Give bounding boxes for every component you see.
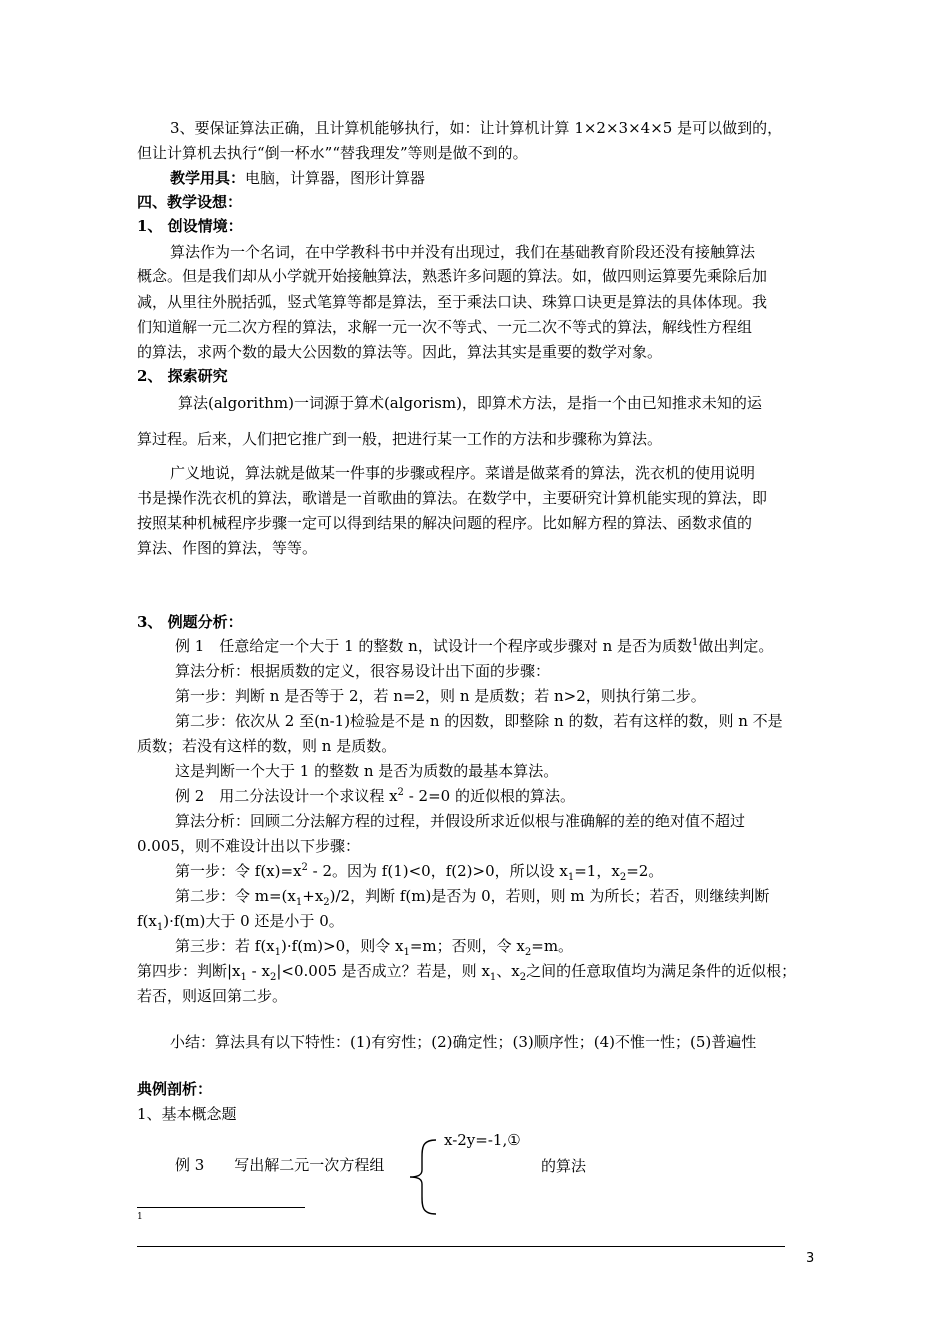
tools-label: 教学用具： bbox=[170, 169, 246, 187]
example-text: 之间的任意取值均为满足条件的近似根； bbox=[526, 962, 797, 980]
example-text: +x bbox=[302, 887, 324, 905]
example-line bbox=[175, 861, 663, 881]
superscript: 2 bbox=[301, 862, 308, 873]
para-line: 算法(algorithm)一词源于算术(algorism)，即算术方法，是指一个由已知推求未知的运 bbox=[178, 394, 762, 412]
example-text: )/2，判断 f(m)是否为 0，若则，则 m 为所长；若否，则继续判断 bbox=[329, 887, 770, 905]
example-line bbox=[175, 886, 769, 906]
subscript: 2 bbox=[524, 947, 532, 958]
para-line: 广义地说，算法就是做某一件事的步骤或程序。菜谱是做菜肴的算法，洗衣机的使用说明 bbox=[170, 464, 756, 482]
subscript: 2 bbox=[269, 972, 277, 983]
example-text: =2。 bbox=[626, 862, 664, 880]
example-text: =1，x bbox=[574, 862, 620, 880]
footnote-marker: 1 bbox=[137, 1212, 143, 1222]
subscript: 1 bbox=[274, 947, 282, 958]
subsection-heading: 1、基本概念题 bbox=[137, 1105, 237, 1123]
subsection-heading: 3、 例题分析： bbox=[137, 613, 243, 631]
example-line bbox=[175, 786, 575, 806]
subscript: 2 bbox=[323, 897, 330, 908]
para-line: 算过程。后来，人们把它推广到一般，把进行某一工作的方法和步骤称为算法。 bbox=[137, 430, 663, 448]
tools-line bbox=[170, 168, 425, 188]
subscript: 1 bbox=[240, 972, 247, 983]
example-text: 、x bbox=[496, 962, 520, 980]
para-line: 的算法，求两个数的最大公因数的算法等。因此，算法其实是重要的数学对象。 bbox=[137, 343, 663, 361]
para-line: 概念。但是我们却从小学就开始接触算法，熟悉许多问题的算法。如，做四则运算要先乘除后加 bbox=[137, 267, 768, 285]
example-text: 做出判定。 bbox=[698, 637, 774, 655]
subsection-heading: 2、 探索研究 bbox=[137, 367, 228, 385]
para-line: 算法、作图的算法，等等。 bbox=[137, 539, 318, 557]
para-line: 书是操作洗衣机的算法，歌谱是一首歌曲的算法。在数学中，主要研究计算机能实现的算法，即 bbox=[137, 489, 768, 507]
section-heading: 四、教学设想： bbox=[137, 193, 243, 211]
example-line: 这是判断一个大于 1 的整数 n 是否为质数的最基本算法。 bbox=[175, 762, 559, 780]
example-text: =m。 bbox=[531, 937, 574, 955]
example-text: |<0.005 是否成立？若是，则 x bbox=[276, 962, 490, 980]
para-line: 们知道解一元二次方程的算法，求解一元一次不等式、一元二次不等式的算法，解线性方程组 bbox=[137, 318, 753, 336]
subscript: 1 bbox=[567, 872, 575, 883]
subscript: 1 bbox=[489, 972, 497, 983]
para-line: 但让计算机去执行“倒一杯水”“替我理发”等则是做不到的。 bbox=[137, 144, 528, 162]
tools-text: 电脑，计算器，图形计算器 bbox=[245, 169, 426, 187]
example-line bbox=[175, 636, 773, 656]
example-line bbox=[137, 961, 796, 981]
example-text: - 2=0 的近似根的算法。 bbox=[403, 787, 575, 805]
summary-line: 小结：算法具有以下特性：(1)有穷性；(2)确定性；(3)顺序性；(4)不惟一性；(5)普遍性 bbox=[170, 1033, 757, 1051]
para-line: 3、要保证算法正确，且计算机能够执行，如：让计算机计算 1×2×3×4×5 是可以做到的， bbox=[170, 119, 783, 137]
example-text: )·f(m)大于 0 还是小于 0。 bbox=[163, 912, 344, 930]
example-text: 例 1 任意给定一个大于 1 的整数 n，试设计一个程序或步骤对 n 是否为质数 bbox=[175, 637, 693, 655]
example-line: 例 3 写出解二元一次方程组 bbox=[175, 1156, 385, 1174]
equation-line: x-2y=-1,① bbox=[444, 1131, 521, 1149]
example-line: 0.005，则不难设计出以下步骤： bbox=[137, 837, 360, 855]
footnote-ref: 1 bbox=[692, 637, 699, 648]
subscript: 2 bbox=[619, 872, 627, 883]
para-line: 算法作为一个名词，在中学教科书中并没有出现过，我们在基础教育阶段还没有接触算法 bbox=[170, 243, 756, 261]
section-heading: 典例剖析： bbox=[137, 1080, 213, 1098]
example-line: 算法分析：回顾二分法解方程的过程，并假设所求近似根与准确解的差的绝对值不超过 bbox=[175, 812, 746, 830]
subscript: 1 bbox=[403, 947, 410, 958]
superscript: 2 bbox=[397, 787, 404, 798]
footnote-divider bbox=[137, 1207, 305, 1208]
example-text: 例 2 用二分法设计一个求议程 x bbox=[175, 787, 398, 805]
example-line bbox=[175, 936, 573, 956]
page-number: 3 bbox=[806, 1251, 815, 1266]
example-line: 若否，则返回第二步。 bbox=[137, 987, 288, 1005]
example-text: f(x bbox=[137, 912, 157, 930]
brace-icon bbox=[400, 1138, 440, 1216]
example-text: 第一步：令 f(x)=x bbox=[175, 862, 302, 880]
subscript: 1 bbox=[156, 922, 164, 933]
footer-divider bbox=[137, 1246, 785, 1247]
para-line: 按照某种机械程序步骤一定可以得到结果的解决问题的程序。比如解方程的算法、函数求值的 bbox=[137, 514, 753, 532]
example-line bbox=[137, 911, 344, 931]
example-line: 第一步：判断 n 是否等于 2，若 n=2，则 n 是质数；若 n>2，则执行第二步。 bbox=[175, 687, 706, 705]
example-text: 第二步：令 m=(x bbox=[175, 887, 296, 905]
subscript: 1 bbox=[295, 897, 303, 908]
example-line: 质数；若没有这样的数，则 n 是质数。 bbox=[137, 737, 397, 755]
example-text: )·f(m)>0，则令 x bbox=[281, 937, 404, 955]
subscript: 2 bbox=[519, 972, 527, 983]
example-text: - x bbox=[246, 962, 270, 980]
example-suffix: 的算法 bbox=[541, 1157, 587, 1175]
para-line: 减，从里往外脱括弧，竖式笔算等都是算法，至于乘法口诀、珠算口诀更是算法的具体体现。我 bbox=[137, 293, 768, 311]
example-text: =m；否则，令 x bbox=[409, 937, 525, 955]
example-text: 第四步：判断|x bbox=[137, 962, 241, 980]
example-line: 算法分析：根据质数的定义，很容易设计出下面的步骤： bbox=[175, 662, 551, 680]
example-text: - 2。因为 f(1)<0，f(2)>0，所以设 x bbox=[307, 862, 568, 880]
example-text: 第三步：若 f(x bbox=[175, 937, 275, 955]
subsection-heading: 1、 创设情境： bbox=[137, 217, 243, 235]
example-line: 第二步：依次从 2 至(n-1)检验是不是 n 的因数，即整除 n 的数，若有这样的数，则 n 不是 bbox=[175, 712, 783, 730]
